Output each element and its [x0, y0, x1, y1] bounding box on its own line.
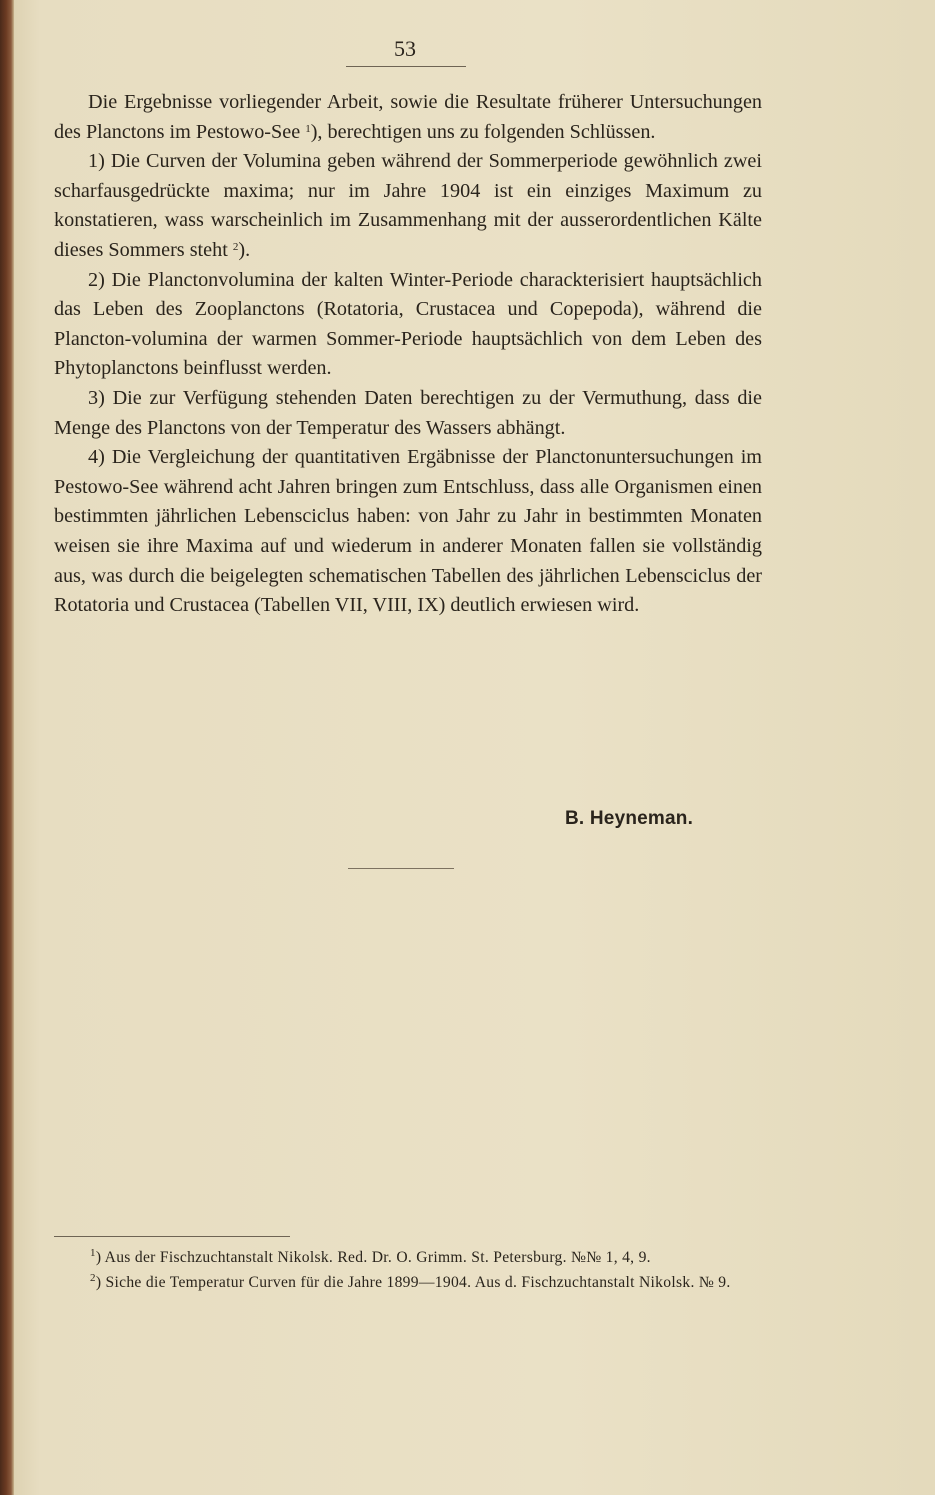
paragraph-conclusion-2	[54, 266, 762, 384]
footnote-mark: 1	[90, 1247, 96, 1259]
footnote-1	[54, 1245, 766, 1270]
footnotes	[54, 1245, 766, 1295]
paragraph-text-continued: ).	[238, 238, 251, 261]
footnote-separator	[54, 1236, 290, 1237]
footnote-reference: 1	[305, 122, 311, 135]
footnote-mark: 2	[90, 1272, 96, 1284]
page-number: 53	[394, 36, 416, 61]
paragraph-text: 3) Die zur Verfügung stehenden Daten berechtigen zu der Vermuthung, dass die Menge des Planctons von der Temperatur des Wassers abhängt.	[54, 386, 762, 439]
header-rule	[346, 66, 466, 67]
paragraph-conclusion-3	[54, 384, 762, 443]
author-signature: B. Heyneman.	[565, 808, 694, 829]
paragraph-text: 4) Die Vergleichung der quantitativen Ergäbnisse der Planctonuntersuchungen im Pestowo-See während acht Jahren bringen zum Entschluss, dass alle Organismen einen bestimmten jährlichen Lebensciclus haben: von Jahr zu Jahr in bestimmten Monaten weisen sie ihre Maxima auf und wiederum in anderer Monaten fallen sie vollständig aus, was durch die beigelegten schematischen Tabellen des jährlichen Lebensciclus der Rotatoria und Crustacea (Tabellen VII, VIII, IX) deutlich erwiesen wird.	[54, 446, 762, 617]
main-text	[54, 88, 762, 621]
paragraph-intro	[54, 88, 762, 147]
footnote-reference: 2	[232, 240, 239, 253]
paragraph-text: Die Ergebnisse vorliegender Arbeit, sowie die Resultate früherer Untersuchungen des Planctons im Pestowo-See	[54, 91, 762, 143]
paragraph-text: 2) Die Planctonvolumina der kalten Winter-Periode charackterisiert hauptsächlich das Leben des Zooplanctons (Rotatoria, Crustacea und Copepoda), während die Plancton-volumina der warmen Sommer-Periode hauptsächlich von dem Leben des Phytoplanctons beinflusst werden.	[54, 268, 762, 380]
footnote-2	[54, 1270, 766, 1295]
footnote-text: ) Siche die Temperatur Curven für die Jahre 1899—1904. Aus d. Fischzuchtanstalt Nikolsk. № 9.	[95, 1274, 731, 1291]
paragraph-text: 1) Die Curven der Volumina geben während der Sommerperiode gewöhnlich zwei scharfausgedrückte maxima; nur im Jahre 1904 ist ein einziges Maximum zu konstatieren, wass warscheinlich im Zusammenhang mit der ausserordentlichen Kälte dieses Sommers steht	[54, 150, 762, 261]
paragraph-text-continued: ), berechtigen uns zu folgenden Schlüssen.	[310, 120, 656, 143]
book-binding-edge	[0, 0, 14, 1495]
footnote-text: ) Aus der Fischzuchtanstalt Nikolsk. Red. Dr. O. Grimm. St. Petersburg. №№ 1, 4, 9.	[95, 1249, 651, 1266]
paragraph-conclusion-1	[54, 147, 762, 265]
section-end-rule	[348, 868, 454, 869]
paragraph-conclusion-4	[54, 443, 762, 621]
